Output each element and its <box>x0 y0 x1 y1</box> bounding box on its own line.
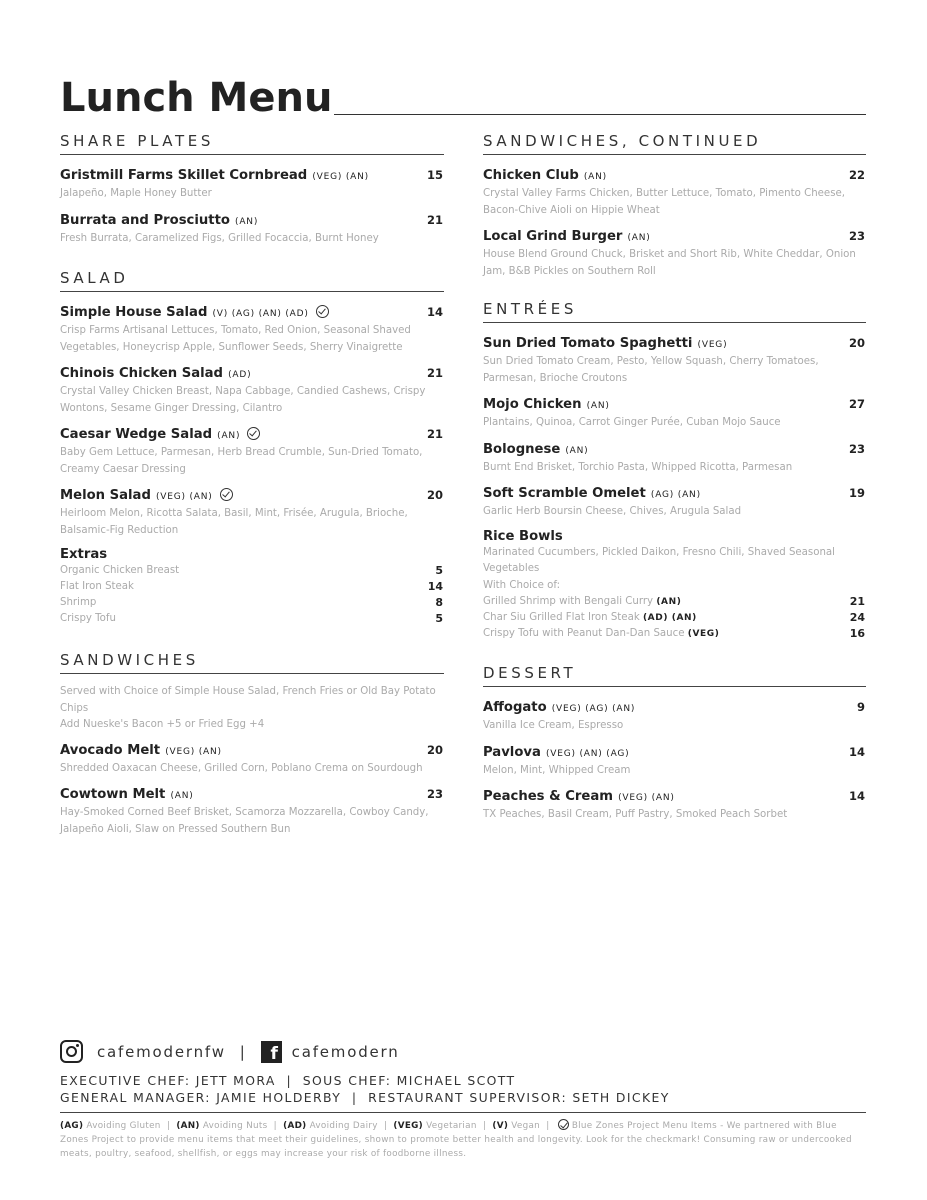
menu-item <box>483 333 866 387</box>
section-heading: SALAD <box>60 269 444 292</box>
rice-choice-label: With Choice of: <box>483 579 560 591</box>
left-column <box>60 132 444 845</box>
section-heading: ENTRÉES <box>483 300 866 323</box>
item-description: Jalapeño, Maple Honey Butter <box>60 188 212 199</box>
rice-option-row <box>483 610 866 626</box>
extras-row <box>60 595 444 611</box>
menu-item <box>60 424 444 478</box>
item-tags: (AN) <box>586 401 610 411</box>
sandwich-addon-note: Add Nueske's Bacon +5 or Fried Egg +4 <box>60 719 265 730</box>
item-tags: (VEG) (AG) (AN) <box>551 704 636 714</box>
item-description: Sun Dried Tomato Cream, Pesto, Yellow Squash, Cherry Tomatoes, Parmesan, Brioche Croutons <box>483 356 819 384</box>
rice-option-row <box>483 594 866 610</box>
blue-zones-check-icon <box>558 1119 569 1130</box>
section-dessert <box>483 664 866 824</box>
section-heading: SANDWICHES <box>60 651 444 674</box>
option-name: Char Siu Grilled Flat Iron Steak <box>483 612 640 623</box>
extra-name: Flat Iron Steak <box>60 581 134 592</box>
item-tags: (VEG) (AN) <box>312 172 369 182</box>
item-tags: (AG) (AN) <box>650 490 701 500</box>
section-heading: SHARE PLATES <box>60 132 444 155</box>
legend-code: (AD) <box>283 1121 307 1131</box>
section-salad <box>60 269 444 627</box>
item-description: Crisp Farms Artisanal Lettuces, Tomato, Red Onion, Seasonal Shaved Vegetables, Honeycrisp Apple, Sunflower Seeds, Sherry Vinaigrette <box>60 325 411 353</box>
item-name: Peaches & Cream <box>483 789 613 804</box>
item-price: 20 <box>848 336 865 350</box>
item-price: 21 <box>426 427 443 441</box>
item-price: 23 <box>848 229 865 243</box>
menu-item <box>483 226 866 280</box>
item-description: Crystal Valley Farms Chicken, Butter Lettuce, Tomato, Pimento Cheese, Bacon-Chive Aioli on Hippie Wheat <box>483 188 846 216</box>
item-name: Pavlova <box>483 744 541 760</box>
legend-text: Avoiding Gluten <box>86 1121 161 1131</box>
item-name: Chicken Club <box>483 168 579 183</box>
section-share-plates <box>60 132 444 247</box>
item-price: 23 <box>426 787 443 801</box>
menu-item <box>483 165 866 219</box>
item-price: 23 <box>848 441 865 456</box>
item-tags: (VEG) <box>697 340 728 350</box>
item-description: Shredded Oaxacan Cheese, Grilled Corn, Poblano Crema on Sourdough <box>60 762 423 774</box>
menu-item <box>60 485 444 539</box>
rice-option-row <box>483 626 866 642</box>
blue-zones-check-icon <box>247 427 260 440</box>
item-name: Simple House Salad <box>60 305 208 320</box>
dietary-legend: (AG) Avoiding Gluten | (AN) Avoiding Nuts | (AD) Avoiding Dairy | (VEG) Vegetarian | (V) Vegan | Blue Zones Project Menu Items - We partnered with Blue Zones Project to provide menu items that meet their guidelines, shown to promote better health and longevity. Look for the checkmark! Consuming raw or undercooked meats, poultry, seafood, shellfish, or eggs may increase your risk of foodborne illness. <box>60 1121 852 1159</box>
extra-price: 5 <box>435 612 443 625</box>
option-tag: (AN) <box>656 597 682 607</box>
item-price: 14 <box>848 744 865 759</box>
legend-code: (VEG) <box>393 1121 424 1131</box>
item-name: Chinois Chicken Salad <box>60 366 223 381</box>
item-name: Gristmill Farms Skillet Cornbread <box>60 168 308 183</box>
item-name: Mojo Chicken <box>483 397 582 412</box>
legend-text: Vegan <box>511 1121 541 1131</box>
rice-bowls-item <box>483 528 866 643</box>
option-tag: (VEG) <box>687 629 720 639</box>
menu-item <box>60 740 444 778</box>
right-column <box>483 132 866 831</box>
item-price: 20 <box>426 742 443 757</box>
item-price: 14 <box>426 305 443 319</box>
extras-title: Extras <box>60 547 108 562</box>
extra-name: Shrimp <box>60 597 97 608</box>
legend-text: Avoiding Nuts <box>202 1121 268 1131</box>
item-tags: (AN) <box>565 445 589 456</box>
item-name: Melon Salad <box>60 488 151 503</box>
item-description: House Blend Ground Chuck, Brisket and Short Rib, White Cheddar, Onion Jam, B&B Pickles on Southern Roll <box>483 249 856 277</box>
menu-item <box>60 784 444 838</box>
extra-price: 5 <box>435 564 443 577</box>
extras-row <box>60 611 444 627</box>
menu-item <box>60 165 444 203</box>
sandwich-note: Served with Choice of Simple House Salad, French Fries or Old Bay Potato Chips <box>60 686 436 714</box>
section-sandwiches <box>60 651 444 838</box>
instagram-icon[interactable] <box>60 1040 83 1063</box>
item-name: Affogato <box>483 700 547 715</box>
item-name: Bolognese <box>483 441 561 457</box>
item-tags: (AN) <box>235 216 259 227</box>
legend-code: (AG) <box>60 1121 84 1131</box>
legend-code: (AN) <box>176 1121 200 1131</box>
section-entrees <box>483 300 866 642</box>
extras-block <box>60 546 444 627</box>
item-tags: (AD) <box>228 370 252 380</box>
item-price: 14 <box>848 789 865 803</box>
item-description: Burnt End Brisket, Torchio Pasta, Whipped Ricotta, Parmesan <box>483 461 793 473</box>
section-heading: DESSERT <box>483 664 866 687</box>
item-name: Avocado Melt <box>60 742 161 758</box>
item-description: Melon, Mint, Whipped Cream <box>483 764 631 776</box>
legend-text: Avoiding Dairy <box>309 1121 378 1131</box>
item-name: Sun Dried Tomato Spaghetti <box>483 336 693 351</box>
item-description: Marinated Cucumbers, Pickled Daikon, Fresno Chili, Shaved Seasonal Vegetables <box>483 546 835 574</box>
option-price: 21 <box>849 595 865 608</box>
item-description: Hay-Smoked Corned Beef Brisket, Scamorza Mozzarella, Cowboy Candy, Jalapeño Aioli, Slaw on Pressed Southern Bun <box>60 807 429 835</box>
extra-name: Organic Chicken Breast <box>60 565 180 576</box>
item-name: Local Grind Burger <box>483 229 623 244</box>
menu-item <box>60 302 444 356</box>
menu-item <box>483 483 866 521</box>
menu-item <box>483 439 866 477</box>
facebook-handle[interactable]: cafemodern <box>291 1042 400 1061</box>
item-description: Vanilla Ice Cream, Espresso <box>483 720 624 731</box>
item-price: 21 <box>426 212 443 227</box>
item-description: Plantains, Quinoa, Carrot Ginger Purée, Cuban Mojo Sauce <box>483 417 781 428</box>
staff-line-1: EXECUTIVE CHEF: JETT MORA | SOUS CHEF: MICHAEL SCOTT <box>60 1073 516 1088</box>
option-tag: (AD) (AN) <box>642 613 697 623</box>
item-price: 22 <box>848 168 865 182</box>
item-name: Cowtown Melt <box>60 787 166 802</box>
legend-blue-zones-text: Blue Zones Project Menu Items - We partnered with Blue Zones Project to provide menu items that meet their guidelines, shown to promote better health and longevity. Look for the checkmark! Consuming raw or undercooked meats, poultry, seafood, shellfish, or eggs may increase your risk of foodborne illness. <box>60 1121 852 1159</box>
facebook-icon[interactable]: f <box>261 1041 282 1063</box>
item-price: 21 <box>426 366 443 380</box>
menu-item <box>483 786 866 824</box>
social-row <box>60 1040 866 1063</box>
page-title: Lunch Menu <box>60 75 333 121</box>
social-divider: | <box>239 1042 247 1061</box>
item-price: 15 <box>426 168 443 182</box>
extras-row <box>60 579 444 595</box>
menu-item <box>483 742 866 780</box>
staff-block <box>60 1072 866 1113</box>
item-tags: (VEG) (AN) <box>618 793 675 803</box>
option-price: 16 <box>849 627 865 640</box>
item-name: Soft Scramble Omelet <box>483 486 646 501</box>
option-name: Crispy Tofu with Peanut Dan-Dan Sauce <box>483 628 685 639</box>
item-description: Fresh Burrata, Caramelized Figs, Grilled Focaccia, Burnt Honey <box>60 232 379 244</box>
item-name: Burrata and Prosciutto <box>60 212 230 228</box>
item-tags: (VEG) (AN) <box>165 746 222 757</box>
instagram-handle[interactable]: cafemodernfw <box>97 1042 226 1061</box>
item-tags: (AN) <box>170 791 194 801</box>
menu-item <box>483 394 866 432</box>
footer <box>60 1040 866 1161</box>
title-row <box>60 75 866 121</box>
item-tags: (AN) <box>217 431 241 441</box>
item-tags: (AN) <box>627 233 651 243</box>
item-price: 19 <box>848 486 865 500</box>
item-description: Garlic Herb Boursin Cheese, Chives, Arugula Salad <box>483 506 742 517</box>
item-price: 9 <box>856 700 865 714</box>
item-tags: (VEG) (AN) <box>155 492 213 502</box>
option-price: 24 <box>849 611 865 624</box>
item-tags: (AN) <box>583 172 607 182</box>
item-name: Rice Bowls <box>483 528 563 544</box>
title-rule <box>334 114 866 115</box>
item-tags: (VEG) (AN) (AG) <box>545 748 630 759</box>
menu-item <box>60 363 444 417</box>
item-description: Crystal Valley Chicken Breast, Napa Cabbage, Candied Cashews, Crispy Wontons, Sesame Ginger Dressing, Cilantro <box>60 386 426 414</box>
blue-zones-check-icon <box>316 305 329 318</box>
item-description: Heirloom Melon, Ricotta Salata, Basil, Mint, Frisée, Arugula, Brioche, Balsamic-Fig Reduction <box>60 508 408 536</box>
item-price: 27 <box>848 397 865 411</box>
item-description: Baby Gem Lettuce, Parmesan, Herb Bread Crumble, Sun-Dried Tomato, Creamy Caesar Dressing <box>60 447 423 475</box>
item-name: Caesar Wedge Salad <box>60 427 213 442</box>
extra-price: 8 <box>435 596 443 609</box>
section-heading: SANDWICHES, CONTINUED <box>483 132 866 155</box>
section-sandwiches-continued <box>483 132 866 280</box>
menu-item <box>60 210 444 248</box>
legend-text: Vegetarian <box>426 1121 477 1131</box>
item-description: TX Peaches, Basil Cream, Puff Pastry, Smoked Peach Sorbet <box>483 809 788 820</box>
option-name: Grilled Shrimp with Bengali Curry <box>483 596 654 607</box>
extra-price: 14 <box>427 580 443 593</box>
blue-zones-check-icon <box>220 488 233 501</box>
item-price: 20 <box>426 488 443 502</box>
staff-line-2: GENERAL MANAGER: JAMIE HOLDERBY | RESTAURANT SUPERVISOR: SETH DICKEY <box>60 1090 670 1105</box>
menu-item <box>483 697 866 735</box>
extra-name: Crispy Tofu <box>60 613 116 624</box>
extras-row <box>60 563 444 579</box>
legend-code: (V) <box>492 1121 509 1131</box>
item-tags: (V) (AG) (AN) (AD) <box>212 309 309 319</box>
